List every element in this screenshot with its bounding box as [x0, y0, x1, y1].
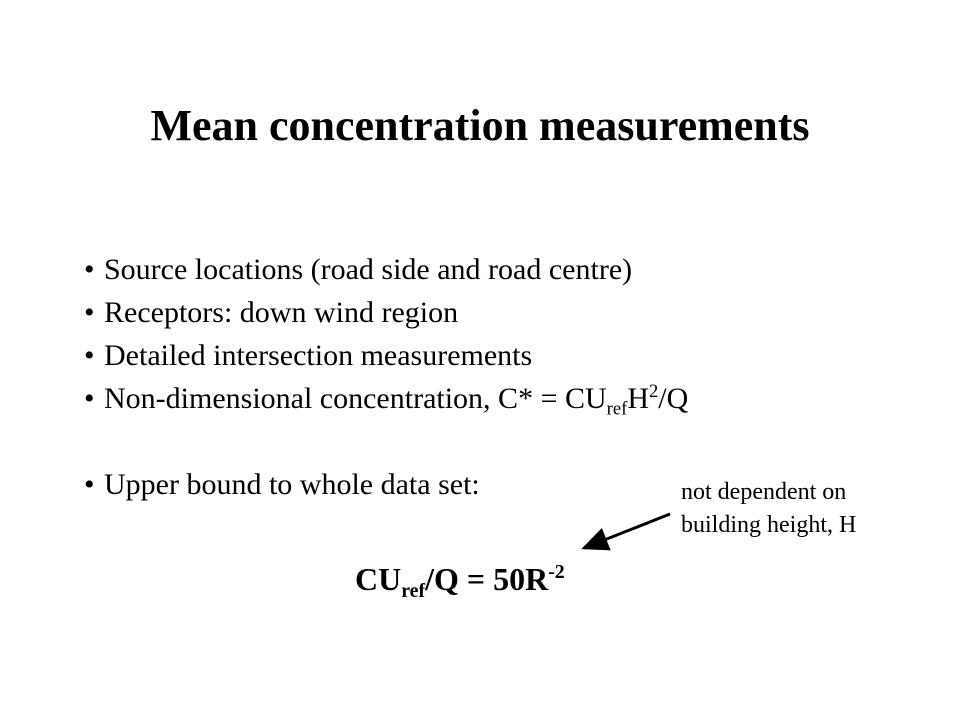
bullet-text: Non-dimensional concentration, C* = CU	[104, 382, 607, 415]
arrow-line	[584, 514, 670, 548]
annotation-note	[681, 476, 856, 542]
formula	[355, 557, 565, 601]
formula-rest: /Q = 50R	[425, 561, 549, 597]
slide-title: Mean concentration measurements	[150, 101, 810, 150]
formula-superscript: -2	[548, 561, 565, 584]
formula-cu: CU	[355, 561, 402, 597]
bullet-marker: •	[84, 339, 95, 372]
formula-subscript-ref: ref	[401, 579, 426, 602]
bullet-marker: •	[84, 468, 95, 501]
annotation-line-2: building height, H	[681, 512, 857, 538]
bullet-text-q: /Q	[658, 382, 689, 415]
bullet-item	[84, 291, 904, 334]
superscript-2: 2	[648, 380, 659, 402]
bullet-item	[84, 334, 904, 377]
bullet-text: Upper bound to whole data set:	[104, 468, 480, 501]
bullet-text-h: H	[627, 382, 649, 415]
subscript-ref: ref	[606, 398, 628, 420]
bullet-marker: •	[84, 296, 95, 329]
arrow-icon	[560, 500, 690, 570]
bullet-marker: •	[84, 253, 95, 286]
bullet-list	[84, 248, 904, 506]
bullet-item	[84, 377, 904, 420]
bullet-text: Receptors: down wind region	[104, 296, 459, 329]
annotation-line-1: not dependent on	[681, 479, 847, 505]
bullet-item	[84, 248, 904, 291]
bullet-text: Detailed intersection measurements	[104, 339, 533, 372]
bullet-text: Source locations (road side and road centre)	[104, 253, 633, 286]
bullet-marker: •	[84, 382, 95, 415]
